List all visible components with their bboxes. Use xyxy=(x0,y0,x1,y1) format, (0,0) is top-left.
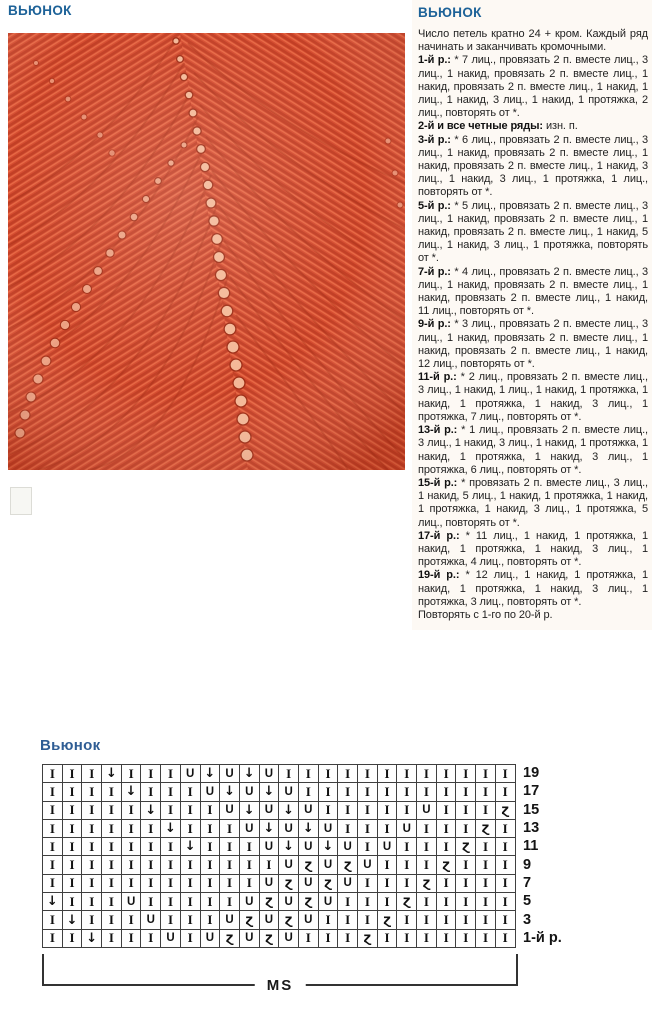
chart-cell-k: I xyxy=(476,802,496,820)
chart-cell-k: I xyxy=(338,893,358,911)
instruction-row xyxy=(418,120,652,133)
row-label: 11-й р.: xyxy=(418,371,457,384)
chart-cell-yo: U xyxy=(338,875,358,893)
chart-cell-k: I xyxy=(358,911,378,929)
chart-cell-k: I xyxy=(220,820,240,838)
chart-cell-k: I xyxy=(220,838,240,856)
row-text: * 6 лиц., провязать 2 п. вместе лиц., 3 лиц., 1 накид, провязать 2 п. вместе лиц., 1 накид, провязать 2 п. вместе лиц., 1 накид, 3 лиц., 1 накид, 3 лиц., 1 протяжка, 1 лиц., повторять от *. xyxy=(418,133,649,199)
row-text: * 3 лиц., провязать 2 п. вместе лиц., 3 лиц., 1 накид, провязать 2 п. вместе лиц., 1 накид, провязать 2 п. вместе лиц., 1 накид, 12 лиц., повторять от *. xyxy=(418,318,649,371)
chart-cell-yo: U xyxy=(260,765,280,783)
chart-cell-k2tog: ɀ xyxy=(378,911,398,929)
chart-cell-k: I xyxy=(181,820,201,838)
chart-cell-k2tog: ɀ xyxy=(358,930,378,948)
chart-cell-skp: ↓ xyxy=(319,838,339,856)
chart-cell-k: I xyxy=(496,820,516,838)
chart-cell-k: I xyxy=(201,838,221,856)
chart-cell-yo: U xyxy=(201,930,221,948)
chart-cell-k: I xyxy=(181,802,201,820)
row-label: 2-й и все четные ряды: xyxy=(418,120,543,133)
instruction-row xyxy=(418,530,652,570)
chart-cell-k: I xyxy=(456,875,476,893)
chart-cell-k: I xyxy=(417,930,437,948)
chart-cell-k: I xyxy=(122,930,142,948)
chart-cell-k: I xyxy=(122,820,142,838)
chart-cell-k: I xyxy=(82,856,102,874)
chart-cell-yo: U xyxy=(220,802,240,820)
chart-cell-k: I xyxy=(378,820,398,838)
chart-cell-k: I xyxy=(437,783,457,801)
chart-cell-skp: ↓ xyxy=(279,838,299,856)
chart-cell-k: I xyxy=(161,911,181,929)
chart-cell-k: I xyxy=(437,765,457,783)
chart-row-label: 15 xyxy=(523,801,540,818)
chart-cell-k2tog: ɀ xyxy=(220,930,240,948)
chart-cell-k: I xyxy=(338,930,358,948)
chart-cell-k: I xyxy=(456,856,476,874)
chart-cell-k2tog: ɀ xyxy=(456,838,476,856)
chart-cell-k: I xyxy=(43,930,63,948)
chart-cell-k: I xyxy=(437,930,457,948)
chart-cell-k: I xyxy=(161,856,181,874)
chart-cell-k: I xyxy=(141,893,161,911)
chart-cell-k: I xyxy=(43,875,63,893)
chart-cell-k: I xyxy=(43,911,63,929)
chart-cell-k: I xyxy=(338,802,358,820)
chart-cell-k2tog: ɀ xyxy=(319,875,339,893)
repeat-width-label: MS xyxy=(255,977,306,994)
row-label: 1-й р.: xyxy=(418,54,451,67)
chart-cell-k: I xyxy=(82,783,102,801)
chart-cell-k: I xyxy=(161,893,181,911)
chart-cell-k: I xyxy=(63,930,83,948)
chart-cell-k: I xyxy=(201,875,221,893)
chart-cell-k: I xyxy=(63,765,83,783)
instruction-row xyxy=(418,371,652,424)
chart-cell-k: I xyxy=(319,930,339,948)
instructions-panel xyxy=(412,0,652,630)
chart-cell-k: I xyxy=(319,802,339,820)
knit-swatch-photo xyxy=(8,33,405,470)
chart-cell-k: I xyxy=(358,765,378,783)
chart-cell-k: I xyxy=(397,875,417,893)
row-label: 3-й р.: xyxy=(418,133,451,146)
chart-cell-yo: U xyxy=(122,893,142,911)
chart-cell-k: I xyxy=(201,802,221,820)
row-text: * 1 лиц., провязать 2 п. вместе лиц., 3 лиц., 1 накид, 3 лиц., 1 накид, 1 протяжка, 1 накид, 1 протяжка, 1 накид, 3 лиц., 1 протяжка, 6 лиц., повторять от *. xyxy=(418,424,648,476)
chart-cell-skp: ↓ xyxy=(181,838,201,856)
chart-cell-yo: U xyxy=(338,838,358,856)
chart-cell-k: I xyxy=(220,875,240,893)
chart-cell-k: I xyxy=(378,893,398,911)
chart-cell-k: I xyxy=(338,820,358,838)
chart-cell-k: I xyxy=(43,820,63,838)
row-label: 9-й р.: xyxy=(418,318,451,331)
chart-cell-k: I xyxy=(496,875,516,893)
chart-cell-k: I xyxy=(102,856,122,874)
chart-cell-k: I xyxy=(201,893,221,911)
chart-cell-k: I xyxy=(63,856,83,874)
chart-cell-k: I xyxy=(358,783,378,801)
chart-cell-k: I xyxy=(122,911,142,929)
chart-cell-yo: U xyxy=(378,838,398,856)
chart-cell-k: I xyxy=(181,911,201,929)
chart-cell-skp: ↓ xyxy=(82,930,102,948)
chart-cell-k: I xyxy=(456,802,476,820)
row-label: 5-й р.: xyxy=(418,199,451,212)
chart-cell-k2tog: ɀ xyxy=(260,930,280,948)
instruction-row xyxy=(418,200,652,266)
chart-cell-k: I xyxy=(476,930,496,948)
chart-cell-skp: ↓ xyxy=(141,802,161,820)
chart-cell-k2tog: ɀ xyxy=(476,820,496,838)
chart-cell-k: I xyxy=(299,783,319,801)
chart-cell-k2tog: ɀ xyxy=(338,856,358,874)
chart-cell-k: I xyxy=(437,838,457,856)
chart-cell-yo: U xyxy=(397,820,417,838)
chart-cell-k: I xyxy=(141,765,161,783)
chart-cell-k: I xyxy=(220,893,240,911)
row-label: 13-й р.: xyxy=(418,424,458,437)
chart-cell-skp: ↓ xyxy=(43,893,63,911)
chart-cell-k: I xyxy=(496,856,516,874)
chart-cell-k: I xyxy=(378,930,398,948)
chart-cell-yo: U xyxy=(240,783,260,801)
chart-cell-k: I xyxy=(102,820,122,838)
chart-cell-k: I xyxy=(122,765,142,783)
chart-cell-k: I xyxy=(43,783,63,801)
chart-cell-k: I xyxy=(122,838,142,856)
chart-cell-k: I xyxy=(82,875,102,893)
chart-cell-k: I xyxy=(338,911,358,929)
chart-cell-k: I xyxy=(82,911,102,929)
chart-cell-yo: U xyxy=(299,838,319,856)
instruction-row xyxy=(418,477,652,530)
chart-cell-skp: ↓ xyxy=(161,820,181,838)
chart-cell-k: I xyxy=(456,783,476,801)
chart-cell-yo: U xyxy=(240,893,260,911)
chart-cell-skp: ↓ xyxy=(260,820,280,838)
chart-cell-yo: U xyxy=(299,802,319,820)
chart-cell-k: I xyxy=(161,802,181,820)
row-text: * 11 лиц., 1 накид, 1 протяжка, 1 накид, 1 протяжка, 1 накид, 3 лиц., 1 протяжка, 4 лиц., повторять от *. xyxy=(418,529,648,569)
chart-cell-k2tog: ɀ xyxy=(279,911,299,929)
chart-cell-k: I xyxy=(63,893,83,911)
chart-cell-k: I xyxy=(456,911,476,929)
chart-cell-k: I xyxy=(476,783,496,801)
chart-cell-k: I xyxy=(417,838,437,856)
chart-cell-skp: ↓ xyxy=(240,765,260,783)
chart-cell-k: I xyxy=(437,893,457,911)
row-label: 7-й р.: xyxy=(418,265,451,278)
chart-cell-k2tog: ɀ xyxy=(299,893,319,911)
chart-cell-k: I xyxy=(397,911,417,929)
chart-cell-k: I xyxy=(240,875,260,893)
chart-cell-k: I xyxy=(260,856,280,874)
chart-cell-k: I xyxy=(102,930,122,948)
chart-cell-k: I xyxy=(417,783,437,801)
chart-cell-k: I xyxy=(456,893,476,911)
chart-cell-k: I xyxy=(437,802,457,820)
repeat-bracket xyxy=(42,954,518,994)
chart-cell-k: I xyxy=(437,911,457,929)
knit-swatch-illustration xyxy=(8,33,405,470)
chart-cell-skp: ↓ xyxy=(63,911,83,929)
chart-row-label: 13 xyxy=(523,820,540,837)
chart-cell-k: I xyxy=(102,838,122,856)
chart-cell-k: I xyxy=(476,838,496,856)
chart-row-label: 19 xyxy=(523,765,540,782)
instruction-row xyxy=(418,266,652,319)
row-label: 17-й р.: xyxy=(418,529,460,542)
chart-cell-skp: ↓ xyxy=(260,783,280,801)
chart-cell-k: I xyxy=(63,802,83,820)
chart-cell-k: I xyxy=(358,875,378,893)
instruction-row xyxy=(418,318,652,371)
instruction-row xyxy=(418,54,652,120)
chart-row-label: 7 xyxy=(523,874,532,891)
chart-cell-k: I xyxy=(496,893,516,911)
chart-cell-k: I xyxy=(201,820,221,838)
chart-cell-k: I xyxy=(102,893,122,911)
chart-cell-k: I xyxy=(43,765,63,783)
chart-title: Вьюнок xyxy=(40,737,101,754)
chart-cell-k: I xyxy=(82,802,102,820)
chart-cell-k: I xyxy=(141,930,161,948)
instructions-title: ВЬЮНОК xyxy=(418,5,482,20)
chart-cell-k2tog: ɀ xyxy=(240,911,260,929)
chart-cell-skp: ↓ xyxy=(220,783,240,801)
chart-row-label: 1-й р. xyxy=(523,929,562,946)
chart-cell-yo: U xyxy=(260,875,280,893)
chart-cell-k: I xyxy=(496,911,516,929)
chart-cell-yo: U xyxy=(279,820,299,838)
chart-cell-k: I xyxy=(122,802,142,820)
chart-cell-skp: ↓ xyxy=(279,802,299,820)
chart-cell-skp: ↓ xyxy=(102,765,122,783)
instruction-row xyxy=(418,134,652,200)
chart-cell-k: I xyxy=(161,838,181,856)
row-text: * 5 лиц., провязать 2 п. вместе лиц., 3 лиц., 1 накид, провязать 2 п. вместе лиц., 1 накид, провязать 2 п. вместе лиц., 1 накид, 5 лиц., 1 накид, 3 лиц., 1 протяжка, повторять от *. xyxy=(418,199,649,265)
chart-cell-k: I xyxy=(319,911,339,929)
chart-cell-k: I xyxy=(181,930,201,948)
chart-cell-k: I xyxy=(358,838,378,856)
chart-cell-yo: U xyxy=(240,930,260,948)
chart-cell-k: I xyxy=(161,765,181,783)
chart-cell-k: I xyxy=(240,838,260,856)
row-text: * 4 лиц., провязать 2 п. вместе лиц., 3 лиц., 1 накид, провязать 2 п. вместе лиц., 1 накид, провязать 2 п. вместе лиц., 1 накид, 11 лиц., повторять от *. xyxy=(418,265,649,318)
chart-cell-k: I xyxy=(476,875,496,893)
chart-cell-k: I xyxy=(476,856,496,874)
chart-cell-k2tog: ɀ xyxy=(260,893,280,911)
chart-cell-k: I xyxy=(476,893,496,911)
chart-cell-k: I xyxy=(476,765,496,783)
chart-cell-k: I xyxy=(161,783,181,801)
scan-artifact-box xyxy=(10,487,32,515)
row-text: изн. п. xyxy=(543,120,578,133)
chart-cell-yo: U xyxy=(181,765,201,783)
row-text: * 2 лиц., провязать 2 п. вместе лиц., 3 лиц., 1 накид, 1 лиц., 1 накид, 1 протяжка, 1 накид, 1 протяжка, 1 накид, 3 лиц., 1 протяжка, 7 лиц., повторять от *. xyxy=(418,371,649,423)
intro-paragraph: Число петель кратно 24 + кром. Каждый ряд начинать и заканчивать кромочными. xyxy=(418,28,648,54)
chart-cell-k: I xyxy=(102,783,122,801)
chart-cell-k: I xyxy=(102,875,122,893)
chart-cell-k: I xyxy=(397,930,417,948)
chart-cell-k: I xyxy=(397,765,417,783)
chart-cell-k: I xyxy=(63,783,83,801)
chart-cell-k: I xyxy=(82,893,102,911)
chart-cell-k: I xyxy=(378,875,398,893)
chart-cell-k: I xyxy=(181,893,201,911)
chart-cell-k: I xyxy=(358,802,378,820)
chart-row-labels xyxy=(523,764,562,947)
row-label: 19-й р.: xyxy=(418,569,460,582)
chart-cell-k: I xyxy=(378,783,398,801)
row-text: * 7 лиц., провязать 2 п. вместе лиц., 3 лиц., 1 накид, провязать 2 п. вместе лиц., 1 накид, провязать 2 п. вместе лиц., 1 накид, 1 лиц., 1 накид, 3 лиц., 1 накид, 1 протяжка, 2 лиц., повторять от *. xyxy=(418,54,649,120)
chart-cell-k: I xyxy=(338,765,358,783)
chart-cell-k: I xyxy=(299,765,319,783)
chart-cell-k: I xyxy=(181,856,201,874)
chart-cell-k: I xyxy=(141,820,161,838)
chart-cell-k: I xyxy=(417,765,437,783)
chart-cell-k: I xyxy=(43,802,63,820)
chart-cell-yo: U xyxy=(299,911,319,929)
chart-cell-k: I xyxy=(358,893,378,911)
chart-cell-k: I xyxy=(378,856,398,874)
chart-row-label: 9 xyxy=(523,856,532,873)
chart-cell-k: I xyxy=(181,875,201,893)
chart-cell-k: I xyxy=(102,802,122,820)
chart-cell-k: I xyxy=(476,911,496,929)
chart-cell-k: I xyxy=(161,875,181,893)
chart-cell-k: I xyxy=(397,783,417,801)
row-text: * провязать 2 п. вместе лиц., 3 лиц., 1 накид, 5 лиц., 1 накид, 1 протяжка, 1 накид, 1 протяжка, 1 накид, 3 лиц., 1 протяжка, 5 лиц., повторять от *. xyxy=(418,476,648,529)
chart-row-label: 3 xyxy=(523,911,532,928)
chart-cell-k: I xyxy=(417,911,437,929)
photo-title: ВЬЮНОК xyxy=(8,3,72,18)
chart-cell-yo: U xyxy=(220,911,240,929)
chart-cell-skp: ↓ xyxy=(122,783,142,801)
chart-cell-k2tog: ɀ xyxy=(437,856,457,874)
chart-cell-yo: U xyxy=(319,820,339,838)
chart-cell-yo: U xyxy=(161,930,181,948)
chart-cell-k: I xyxy=(417,856,437,874)
chart-cell-k: I xyxy=(82,838,102,856)
chart-cell-k: I xyxy=(299,930,319,948)
chart-cell-k: I xyxy=(63,820,83,838)
chart-cell-k: I xyxy=(319,765,339,783)
instruction-row xyxy=(418,424,652,477)
chart-cell-yo: U xyxy=(220,765,240,783)
chart-cell-k: I xyxy=(102,911,122,929)
chart-cell-skp: ↓ xyxy=(240,802,260,820)
chart-cell-k: I xyxy=(397,838,417,856)
chart-cell-k: I xyxy=(417,820,437,838)
knitting-chart-grid xyxy=(42,764,516,948)
chart-cell-k: I xyxy=(201,911,221,929)
row-text: * 12 лиц., 1 накид, 1 протяжка, 1 накид, 1 протяжка, 1 накид, 3 лиц., 1 протяжка, 3 лиц., повторять от *. xyxy=(418,569,648,608)
chart-cell-k2tog: ɀ xyxy=(397,893,417,911)
chart-cell-yo: U xyxy=(260,838,280,856)
chart-row-label: 11 xyxy=(523,838,539,855)
repeat-note: Повторять с 1-го по 20-й р. xyxy=(418,608,553,621)
chart-cell-k: I xyxy=(63,838,83,856)
chart-cell-k: I xyxy=(456,765,476,783)
chart-cell-yo: U xyxy=(299,875,319,893)
chart-row-label: 17 xyxy=(523,783,540,800)
chart-cell-k: I xyxy=(358,820,378,838)
chart-cell-k: I xyxy=(496,783,516,801)
chart-cell-yo: U xyxy=(141,911,161,929)
chart-cell-k: I xyxy=(63,875,83,893)
chart-cell-k: I xyxy=(378,765,398,783)
chart-cell-yo: U xyxy=(319,893,339,911)
chart-cell-k: I xyxy=(417,893,437,911)
chart-cell-k: I xyxy=(141,783,161,801)
chart-cell-yo: U xyxy=(279,856,299,874)
chart-cell-k: I xyxy=(437,820,457,838)
chart-cell-k: I xyxy=(141,875,161,893)
chart-cell-k: I xyxy=(181,783,201,801)
chart-cell-k: I xyxy=(82,765,102,783)
chart-cell-yo: U xyxy=(279,783,299,801)
chart-cell-yo: U xyxy=(260,802,280,820)
chart-cell-k: I xyxy=(279,765,299,783)
chart-cell-yo: U xyxy=(260,911,280,929)
chart-cell-k: I xyxy=(43,856,63,874)
chart-cell-k: I xyxy=(220,856,240,874)
chart-cell-k: I xyxy=(378,802,398,820)
instruction-rows xyxy=(418,54,652,609)
chart-cell-k: I xyxy=(141,856,161,874)
chart-cell-yo: U xyxy=(240,820,260,838)
chart-cell-k: I xyxy=(496,930,516,948)
chart-cell-yo: U xyxy=(279,893,299,911)
chart-cell-k: I xyxy=(338,783,358,801)
chart-cell-yo: U xyxy=(358,856,378,874)
chart-cell-k2tog: ɀ xyxy=(299,856,319,874)
chart-cell-yo: U xyxy=(201,783,221,801)
chart-cell-k: I xyxy=(496,765,516,783)
chart-cell-k: I xyxy=(82,820,102,838)
chart-row-label: 5 xyxy=(523,893,532,910)
chart-cell-yo: U xyxy=(417,802,437,820)
chart-cell-k: I xyxy=(319,783,339,801)
chart-cell-k: I xyxy=(397,856,417,874)
row-label: 15-й р.: xyxy=(418,476,458,489)
chart-cell-k: I xyxy=(43,838,63,856)
chart-cell-k2tog: ɀ xyxy=(417,875,437,893)
chart-cell-k2tog: ɀ xyxy=(279,875,299,893)
chart-cell-k: I xyxy=(496,838,516,856)
chart-cell-skp: ↓ xyxy=(299,820,319,838)
chart-cell-k: I xyxy=(122,856,142,874)
instruction-row xyxy=(418,569,652,609)
chart-cell-k: I xyxy=(201,856,221,874)
chart-cell-yo: U xyxy=(319,856,339,874)
chart-cell-skp: ↓ xyxy=(201,765,221,783)
chart-cell-k: I xyxy=(240,856,260,874)
chart-cell-yo: U xyxy=(279,930,299,948)
chart-cell-k: I xyxy=(141,838,161,856)
chart-cell-k: I xyxy=(456,930,476,948)
chart-cell-k: I xyxy=(397,802,417,820)
chart-cell-k: I xyxy=(437,875,457,893)
chart-cell-k: I xyxy=(122,875,142,893)
chart-cell-k2tog: ɀ xyxy=(496,802,516,820)
chart-cell-k: I xyxy=(456,820,476,838)
